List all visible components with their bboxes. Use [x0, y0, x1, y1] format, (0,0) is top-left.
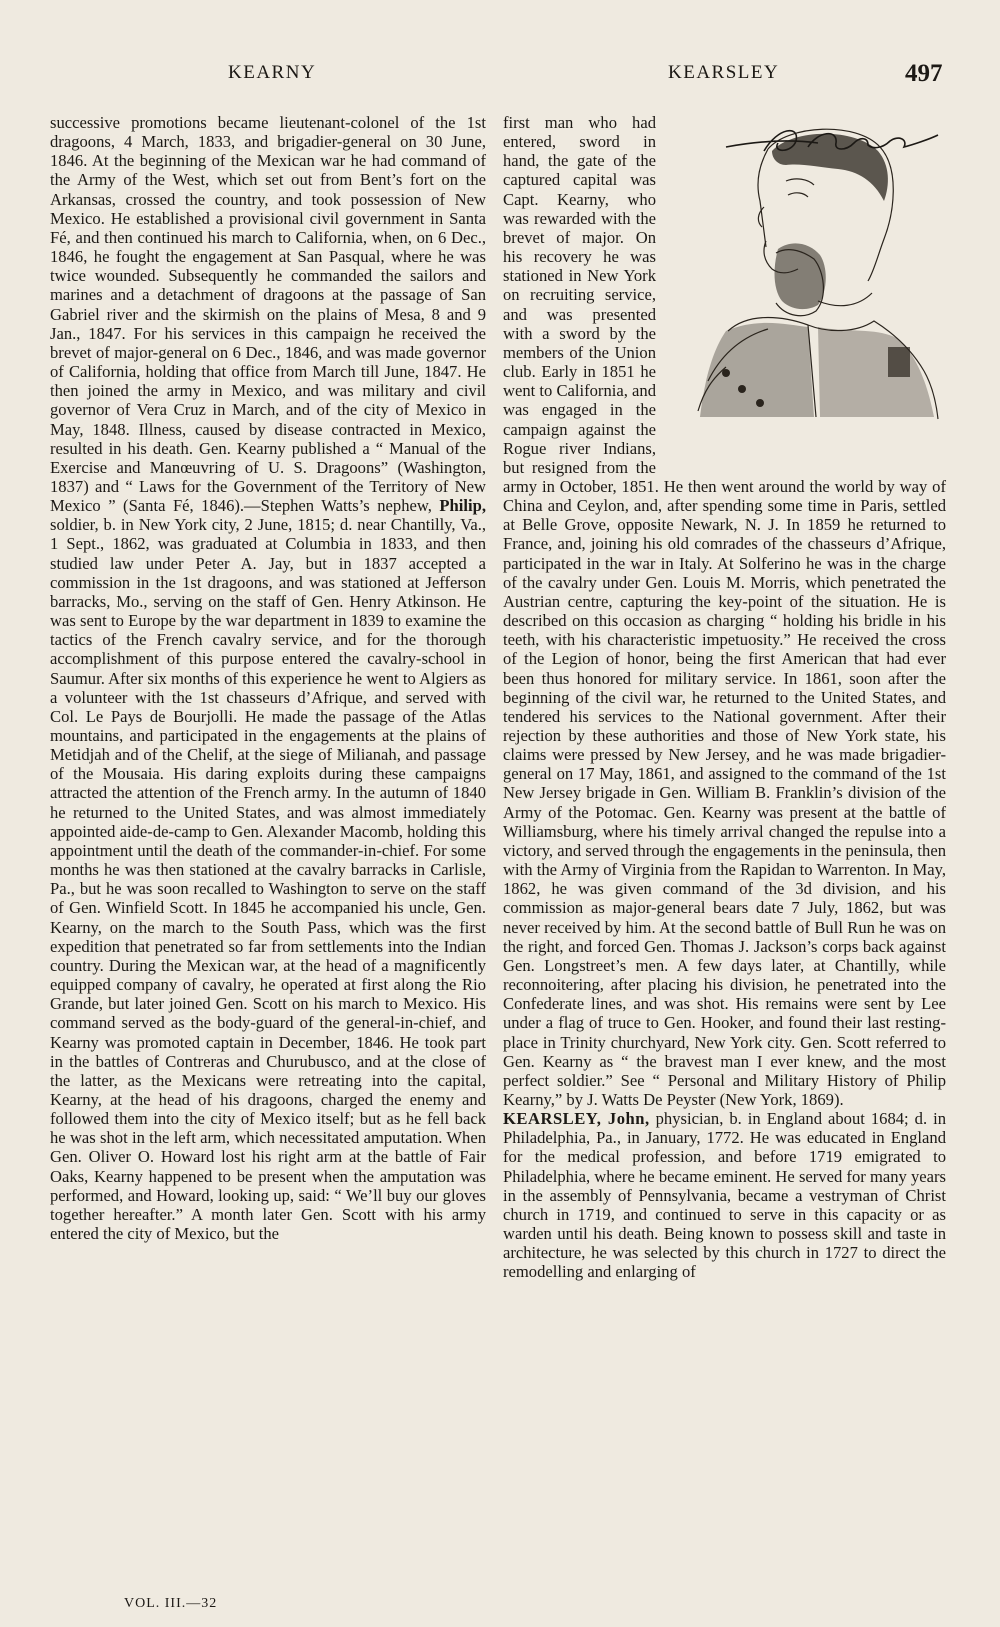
right-text-2: physician, b. in England about 1684; d. in Philadelphia, Pa., in January, 1772. He was educated in England for the medical profession, and before 1719 emigrated to Philadelphia, where he became eminent. He served for many years in the assembly of Pennsylvania, became a vestryman of Christ church in 1719, and continued to serve in this capacity or as warden until his death. Being known to possess skill and taste in architecture, he was selected by this church in 1727 to direct the remodelling and enlarging of — [503, 1109, 947, 1282]
portrait-figure — [664, 113, 946, 465]
signature-mark: VOL. III.—32 — [124, 1596, 218, 1611]
entry-name-philip: Philip, — [439, 496, 486, 516]
running-head-right: KEARSLEY — [668, 62, 780, 83]
left-text-1: successive promotions became lieutenant-colonel of the 1st dragoons, 4 March, 1833, and brigadier-general on 30 June, 1846. At the beginning of the Mexican war he had command of the Army of the West, which set out from Bent’s fort on the Arkansas, crossed the country, and took possession of New Mexico. He established a provisional civil government in Santa Fé, and then continued his march to California, when, on 6 Dec., 1846, he fought the engagement at San Pasqual, where he was twice wounded. Subsequently he commanded the sailors and marines and a detachment of dragoons at the passage of San Gabriel river and the skirmish on the plains of Mesa, 8 and 9 Jan., 1847. For his services in this campaign he received the brevet of major-general on 6 Dec., 1846, and was made governor of California, holding that office from March till June, 1847. He then joined the army in Mexico, and was military and civil governor of Vera Cruz in March, and of the city of Mexico in May, 1848. Illness, caused by disease contracted in Mexico, resulted in his death. Gen. Kearny published a “ Manual of the Exercise and Manœuvring of U. S. Dragoons” (Washington, 1837) and “ Laws for the Government of the Territory of New Mexico ” (Santa Fé, 1846).—Stephen Watts’s nephew, — [50, 113, 486, 516]
right-column — [503, 113, 946, 1282]
entry-name-kearsley: KEARSLEY, John, — [503, 1109, 650, 1129]
right-paragraph-1: first man who had entered, sword in hand, the gate of the captured capital was Capt. Kearny, who was rewarded with the brevet of major. On his recovery he was stationed in New York on recruiting service, and was presented with a sword by the members of the Union club. Early in 1851 he went to California, and was engaged in the campaign against the Rogue river Indians, but resigned from the army in October, 1851. He then went around the world by way of China and Ceylon, and, after spending some time in Paris, settled at Belle Grove, opposite Newark, N. J. In 1859 he returned to France, and, joining his old comrades of the chasseurs d’Afrique, participated in the war in Italy. At Solferino he was in the charge of the cavalry under Gen. Louis M. Morris, which penetrated the Austrian centre, capturing the key-point of the situation. He is described on this occasion as charging “ holding his bridle in his teeth, with his characteristic impetuosity.” He received the cross of the Legion of honor, being the first American that had ever been thus honored for military service. In 1861, soon after the beginning of the civil war, he returned to the United States, and tendered his services to the National government. After their rejection by these authorities and those of New York state, his claims were pressed by New Jersey, and he was made brigadier-general on 17 May, 1861, and assigned to the command of the 1st New Jersey brigade in Gen. William B. Franklin’s division of the Army of the Potomac. Gen. Kearny was present at the battle of Williamsburg, where his timely arrival changed the repulse into a victory, and served through the engagements in the peninsula, then with the Army of Virginia from the Rapidan to Warrenton. In May, 1862, he was given command of the 3d division, and his commission as major-general bears date 7 July, 1862, but was never received by him. At the second battle of Bull Run he was on the right, and forced Gen. Thomas J. Jackson’s corps back against Gen. Longstreet’s men. A few days later, at Chantilly, while reconnoitering, after placing his division, he penetrated into the Confederate lines, and was shot. His remains were sent by Lee under a flag of truce to Gen. Hooker, and found their last resting-place in Trinity churchyard, New York city. Gen. Scott referred to Gen. Kearny as “ the bravest man I ever knew, and the most perfect soldier.” See “ Personal and Military History of Philip Kearny,” by J. Watts De Peyster (New York, 1869). — [503, 113, 946, 1109]
page-number: 497 — [905, 60, 943, 87]
left-paragraph — [50, 113, 486, 1243]
engraved-portrait-icon — [668, 121, 940, 421]
left-column — [50, 113, 486, 1243]
signature-icon — [668, 121, 950, 161]
left-text-2: soldier, b. in New York city, 2 June, 1815; d. near Chantilly, Va., 1 Sept., 1862, was graduated at Columbia in 1833, and then studied law under Peter A. Jay, but in 1837 accepted a commission in the 1st dragoons, and was stationed at Jefferson barracks, Mo., serving on the staff of Gen. Henry Atkinson. He was sent to Europe by the war department in 1839 to examine the tactics of the French cavalry service, and for the thorough accomplishment of this purpose entered the cavalry-school in Saumur. After six months of this experience he went to Algiers as a volunteer with the 1st chasseurs d’Afrique, and served with Col. Le Pays de Bourjolli. He made the passage of the Atlas mountains, and participated in the engagements at the plains of Metidjah and of the Chelif, at the siege of Milianah, and passage of the Mousaia. His daring exploits during these campaigns attracted the attention of the French army. In the autumn of 1840 he returned to the United States, and was almost immediately appointed aide-de-camp to Gen. Alexander Macomb, holding this appointment until the death of the commander-in-chief. For some months he was then stationed at the cavalry barracks in Carlisle, Pa., but he was soon recalled to Washington to serve on the staff of Gen. Winfield Scott. In 1845 he accompanied his uncle, Gen. Kearny, on the march to the South Pass, which was the first expedition that penetrated so far from settlements into the Indian country. During the Mexican war, at the head of a magnificently equipped company of cavalry, he operated at first along the Rio Grande, but later joined Gen. Scott on his march to Mexico. His command served as the body-guard of the general-in-chief, and Kearny was promoted captain in December, 1846. He took part in the battles of Contreras and Churubusco, and at the close of the latter, as the Mexicans were retreating into the capital, Kearny, at the head of his dragoons, charged the enemy and followed them into the city of Mexico itself; but as he fell back he was shot in the left arm, which necessitated amputation. When Gen. Oliver O. Howard lost his right arm at the battle of Fair Oaks, Kearny happened to be present when the amputation was performed, and Howard, looking up, said: “ We’ll buy our gloves together hereafter.” A month later Gen. Scott with his army entered the city of Mexico, but the — [50, 515, 486, 1244]
running-head-left: KEARNY — [228, 62, 317, 83]
right-paragraph-2 — [503, 1109, 946, 1281]
